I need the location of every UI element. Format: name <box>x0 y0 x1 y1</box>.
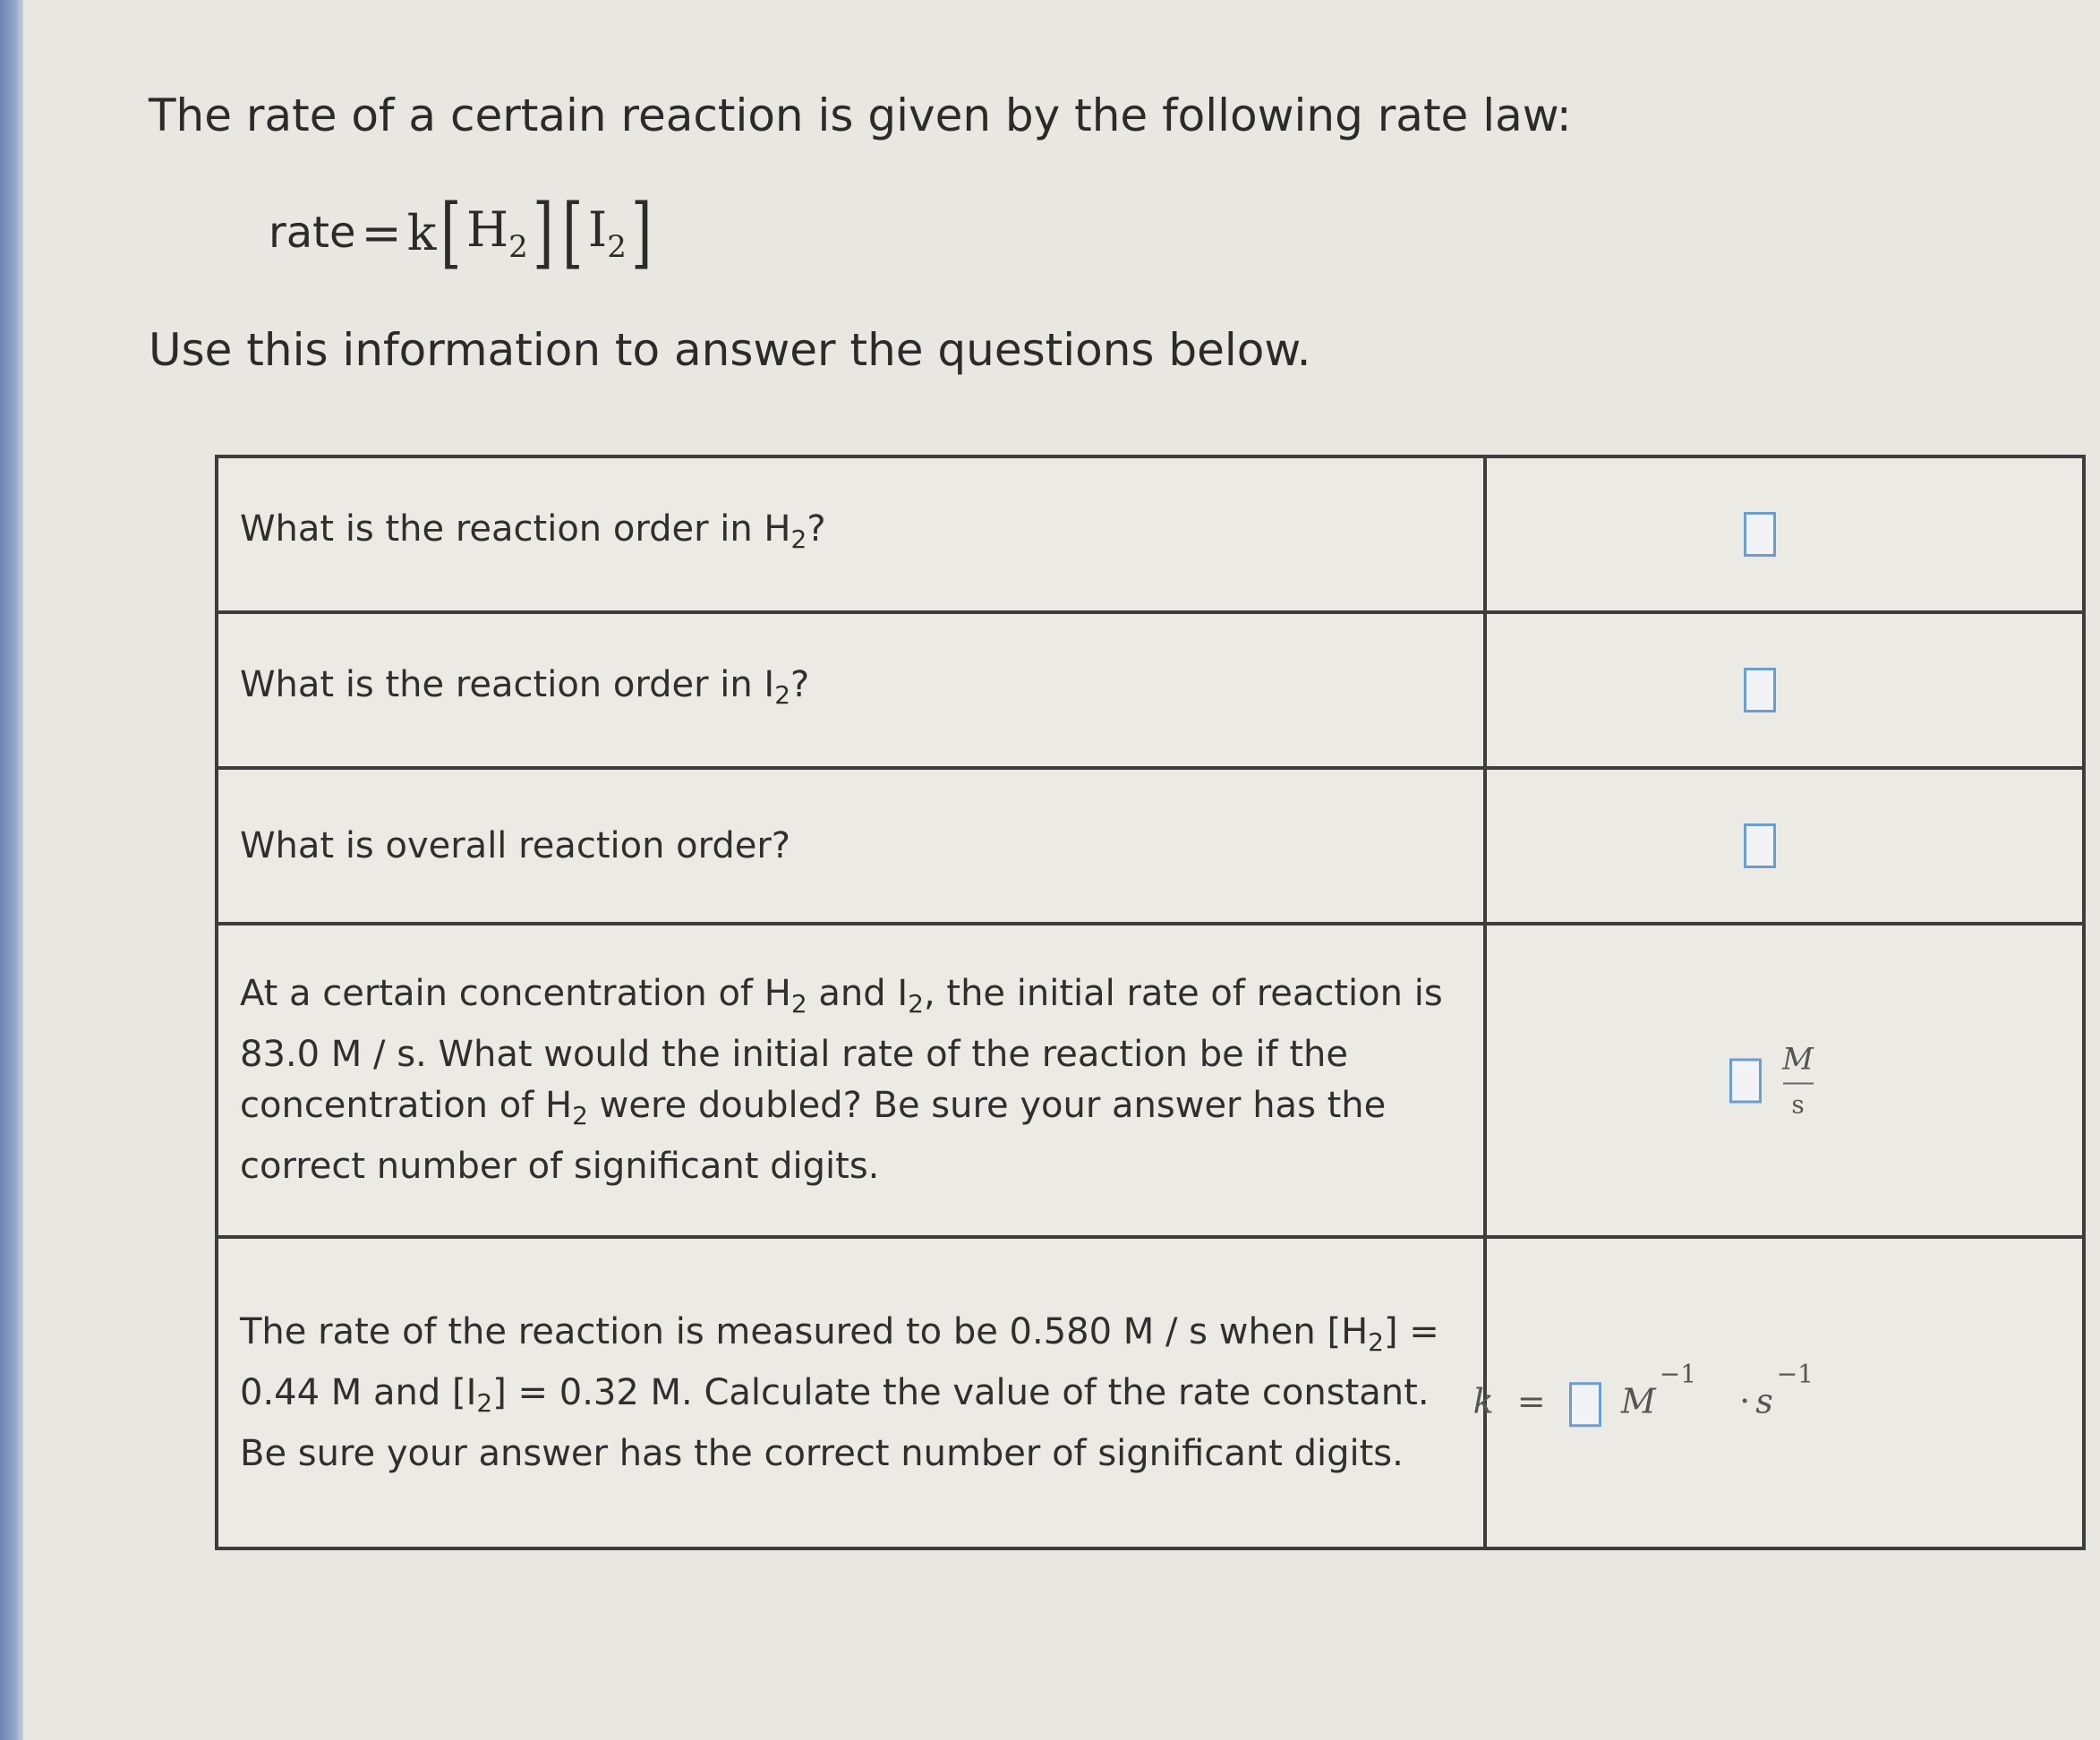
species-i2: $I_2$ <box>587 200 627 265</box>
question-order-h2: What is the reaction order in $H_2$? <box>217 456 1485 612</box>
answer-cell <box>1485 924 2084 1237</box>
answer-input-rate-constant[interactable] <box>1569 1382 1601 1427</box>
left-bracket: [ <box>562 188 584 277</box>
table-row <box>217 1237 2084 1548</box>
answer-input-order-h2[interactable] <box>1744 512 1776 557</box>
question-order-i2: What is the reaction order in $I_2$? <box>217 612 1485 768</box>
answer-input-overall-order[interactable] <box>1744 823 1776 868</box>
window-left-edge <box>0 0 23 1740</box>
rate-constant-answer: $k = M^{-1} \cdot s^{-1}$ <box>1473 1359 1814 1427</box>
unit-fraction: $\frac{M}{s}$ <box>1782 1041 1814 1120</box>
table-row <box>217 924 2084 1237</box>
table-row <box>217 768 2084 924</box>
rate-word: rate <box>269 208 356 258</box>
rate-constant-symbol: k <box>406 204 437 261</box>
answer-cell <box>1485 456 2084 612</box>
answer-cell <box>1485 768 2084 924</box>
rate-law-equation <box>269 188 656 277</box>
question-rate-constant: The rate of the reaction is measured to be 0.580 M / s when $[H_2] = 0.44$ M and $[I_2] = 0.32$ M. Calculate the value of the rate constant. Be sure your answer has the correct number of significant digits. <box>217 1237 1485 1548</box>
table-row <box>217 612 2084 768</box>
answer-input-doubled-rate[interactable] <box>1729 1058 1762 1103</box>
intro-text: The rate of a certain reaction is given by the following rate law: <box>149 90 1572 141</box>
answer-input-order-i2[interactable] <box>1744 668 1776 712</box>
instructions-text: Use this information to answer the questions below. <box>149 324 1311 376</box>
left-bracket: [ <box>440 188 463 277</box>
right-bracket: ] <box>630 188 653 277</box>
right-bracket: ] <box>532 188 554 277</box>
equals-sign: = <box>361 204 402 261</box>
question-table <box>215 455 2086 1550</box>
species-h2: $H_2$ <box>466 200 528 265</box>
answer-cell <box>1473 1237 2084 1548</box>
question-doubled-rate: At a certain concentration of $H_2$ and $I_2$, the initial rate of reaction is 83.0 M / s. What would the initial rate of the reaction be if the concentration of $H_2$ were doubled? Be sure your answer has the correct number of significant digits. <box>217 924 1485 1237</box>
answer-cell <box>1485 612 2084 768</box>
question-overall-order: What is overall reaction order? <box>217 768 1485 924</box>
table-row <box>217 456 2084 612</box>
